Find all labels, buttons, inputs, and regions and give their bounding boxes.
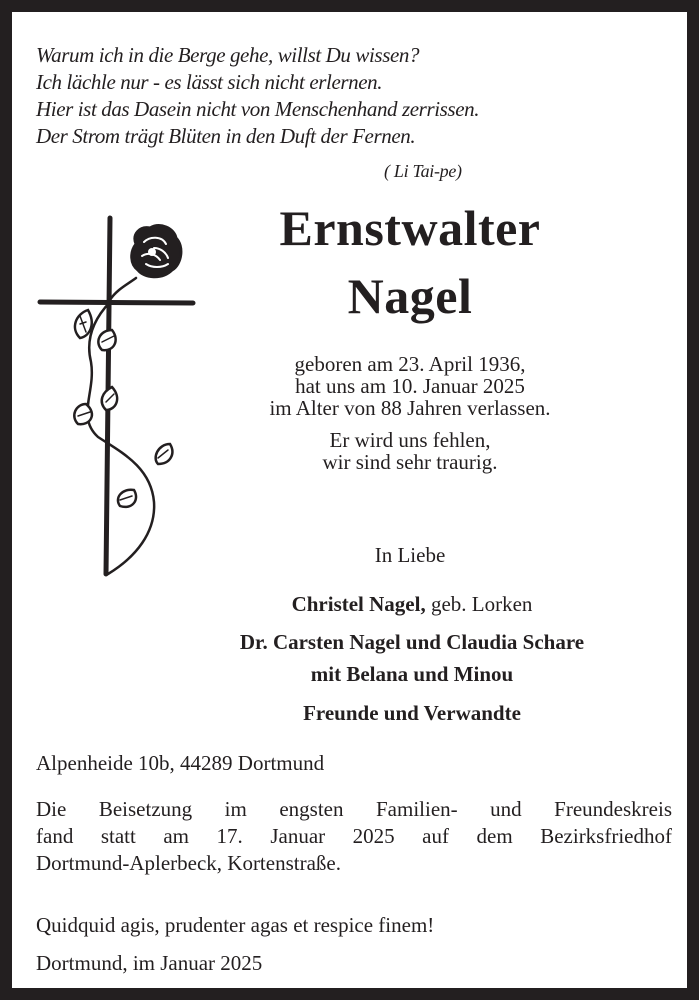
motto: Quidquid agis, prudenter agas et respice finem! [36, 913, 435, 937]
mourner-line [142, 630, 682, 655]
poem-line: Warum ich in die Berge gehe, willst Du wissen? [36, 43, 420, 67]
poem-line: Ich lächle nur - es lässt sich nicht erlernen. [36, 70, 383, 94]
life-line: geboren am 23. April 1936, [294, 352, 526, 376]
deceased-last-name: Nagel [347, 268, 473, 324]
life-line: im Alter von 88 Jahren verlassen. [269, 396, 551, 420]
spouse-name: Christel Nagel, [291, 592, 426, 616]
in-love-label: In Liebe [374, 543, 446, 567]
poem-line: Hier ist das Dasein nicht von Menschenhand zerrissen. [36, 97, 480, 121]
life-line: hat uns am 10. Januar 2025 [295, 374, 525, 398]
mourner-line [142, 701, 682, 726]
burial-notice [36, 796, 672, 877]
address: Alpenheide 10b, 44289 Dortmund [36, 751, 325, 775]
mourner-spouse [142, 592, 682, 617]
farewell-line: wir sind sehr traurig. [322, 450, 498, 474]
life-dates [212, 353, 608, 419]
spouse-maiden-name: geb. Lorken [430, 592, 533, 616]
poem [36, 42, 479, 150]
place-date: Dortmund, im Januar 2025 [36, 951, 263, 975]
poem-line: Der Strom trägt Blüten in den Duft der Fernen. [36, 124, 416, 148]
obituary-card [12, 12, 687, 988]
mourner-grandchildren: mit Belana und Minou [310, 662, 514, 686]
mourner-friends: Freunde und Verwandte [303, 701, 521, 725]
mourner-children: Dr. Carsten Nagel und Claudia Schare [239, 630, 585, 654]
burial-line: Die Beisetzung im engsten Familien- und Freundeskreis [36, 797, 672, 821]
burial-line: fand statt am 17. Januar 2025 auf dem Bezirksfriedhof [36, 824, 672, 848]
farewell-text [212, 429, 608, 473]
deceased-first-name: Ernstwalter [279, 200, 541, 256]
cross-with-rose-icon [36, 202, 196, 582]
farewell-line: Er wird uns fehlen, [329, 428, 491, 452]
burial-line: Dortmund-Aplerbeck, Kortenstraße. [36, 851, 341, 875]
mourner-line [142, 662, 682, 687]
poem-author: ( Li Tai-pe) [384, 161, 462, 181]
